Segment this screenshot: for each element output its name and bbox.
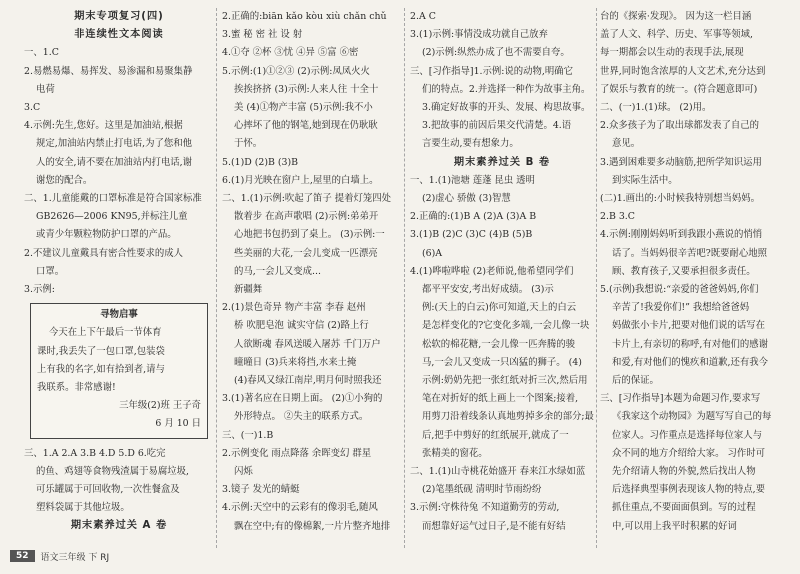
- answer-line: 3.C: [24, 102, 41, 114]
- answer-line: [24, 536, 214, 538]
- answer-line: 笔在对折好的纸上画上一个图案;接着,: [422, 393, 579, 405]
- answer-line: 卡片上,有亲切的称呼,有对他们的感谢: [612, 338, 768, 350]
- column-divider: [404, 8, 405, 548]
- answer-line: [222, 172, 400, 190]
- answer-line: 抓住重点,不要面面俱到。写的过程: [612, 502, 756, 514]
- answer-line: 妈做张小卡片,把要对他们说的话写在: [612, 320, 765, 332]
- notice-line: 我联系。非常感谢!: [37, 382, 116, 394]
- answer-line: 美 (4)①物产丰富 (5)示例:我不小: [234, 102, 373, 114]
- answer-line: 3.(1)著名应在日期上面。 (2)①小狗的: [222, 393, 383, 405]
- notice-line: 课时,我丢失了一包口罩,包装袋: [37, 345, 165, 357]
- answer-line: 4.示例:天空中的云彩有的像羽毛,随风: [222, 502, 378, 514]
- answer-column-4: [600, 8, 784, 538]
- answer-line: 2.众多孩子为了取出球都发表了自己的: [600, 120, 759, 132]
- answer-line: 后选择典型事例表现该人物的特点,要: [612, 484, 765, 496]
- answer-line: (4)春风又绿江南岸,明月何时照我还: [234, 375, 382, 387]
- answer-line: 台的《探索·发现》。 因为这一栏目涵: [600, 11, 752, 22]
- answer-line: 规定,加油站内禁止打电话,为了您和他: [36, 138, 192, 150]
- answer-line: 二、1.(1)示例:吹起了笛子 提着灯笼四处: [222, 193, 391, 205]
- answer-line: 5.(1)D (2)B (3)B: [222, 156, 299, 168]
- answer-line: 三、1.A 2.A 3.B 4.D 5.D 6.吃完: [24, 447, 166, 459]
- answer-line: 中,可以用上我平时积累的好词: [612, 520, 737, 532]
- answer-part: 6.(1)月光映在: [222, 174, 282, 186]
- answer-line: 2.正确的:biān kǎo kòu xiù chǎn chǔ: [222, 11, 387, 22]
- page-footer: [10, 548, 109, 564]
- answer-line: 4.示例:先生,您好。这里是加油站,根据: [24, 120, 183, 132]
- answer-line: 闪烁: [234, 466, 253, 478]
- notice-line: 上有我的名字,如有拾到者,请与: [37, 363, 165, 375]
- answer-line: 用剪刀沿着线条认真地剪掉多余的部分;最: [422, 411, 594, 423]
- answer-line: 2.A C: [410, 11, 436, 22]
- answer-line: 于怀。: [234, 138, 263, 150]
- answer-line: 口罩。: [36, 265, 65, 277]
- answer-line: 3.(1)示例:事情没成功就自己放弃: [410, 29, 548, 41]
- book-label: 语文三年级 下 RJ: [40, 552, 110, 563]
- answer-line: 4.(1)哗啦哗啦 (2)老师说,他希望同学们: [410, 265, 574, 277]
- answer-line: 4.①夺 ②杯 ③忧 ④异 ⑤富 ⑥密: [222, 47, 359, 59]
- column-divider: [216, 8, 217, 548]
- answer-line: 是怎样变化的?它变化多端,一会儿像一块: [422, 320, 590, 332]
- answer-line: 一、1.C: [24, 47, 59, 59]
- answer-line: 挨挨挤挤 (3)示例:人来人往 十全十: [234, 83, 379, 95]
- section-subtitle: 非连续性文本阅读: [74, 29, 164, 41]
- answer-line: 众不同的地方介绍给大家。 习作时可: [612, 447, 765, 459]
- column-divider: [596, 8, 597, 548]
- answer-line: 曈曈日 (3)兵来将挡,水来土掩: [234, 356, 357, 368]
- answer-line: 世界,同时饱含浓厚的人文艺术,充分达到: [600, 65, 766, 77]
- answer-line: 的鱼、鸡翅等食物残渣属于易腐垃圾,: [36, 465, 189, 477]
- answer-line: 例:(天上的白云)你可知道,天上的白云: [422, 302, 577, 314]
- answer-line: 人欲断魂 春风送暖入屠苏 千门万户: [234, 338, 381, 350]
- answer-line: 先介绍请人物的外貌,然后找出人物: [612, 466, 756, 478]
- answer-line: 后的保证。: [612, 375, 659, 387]
- answer-line: 3.蜜 秘 密 社 设 射: [222, 29, 303, 41]
- answer-line: 二、1.儿童能戴的口罩标准是符合国家标准: [24, 193, 202, 205]
- answer-line: 电荷: [36, 83, 55, 95]
- answer-line: 人的安全,请不要在加油站内打电话,谢: [36, 156, 192, 168]
- notice-signature: 三年级(2)班 王子奇: [119, 400, 201, 412]
- answer-line: 可乐罐属于可回收物,一次性餐盒及: [36, 484, 180, 496]
- answer-line: 言要生动,要有想象力。: [422, 138, 519, 150]
- answer-line: 心地把书包扔到了桌上。 (3)示例:一: [234, 229, 385, 241]
- answer-line: 4.示例:刚刚妈妈听到我跟小燕说的悄悄: [600, 229, 763, 241]
- answer-line: 话了。当妈妈很辛苦吧?既要耐心地照: [612, 247, 768, 259]
- answer-line: 3.把故事的前因后果交代清楚。4.语: [422, 120, 572, 132]
- answer-line: 了娱乐与教育的统一。(符合题意即可): [600, 83, 758, 95]
- answer-line: 5.(示例)我想说:“亲爱的爸爸妈妈,你们: [600, 284, 759, 296]
- section-title: 期末素养过关 B 卷: [453, 156, 551, 168]
- answer-line: [410, 536, 594, 538]
- answer-line: 3.确定好故事的开头、发展、构思故事。: [422, 102, 591, 114]
- answer-line: 意见。: [612, 138, 641, 150]
- answer-column-3: [410, 8, 594, 538]
- section-title: 期末素养过关 A 卷: [70, 520, 168, 532]
- answer-line: 2.易燃易爆、易挥发、易渗漏和易聚集静: [24, 65, 193, 77]
- answer-line: 盖了人文、科学、历史、军事等领域,: [600, 29, 753, 41]
- answer-line: (二)1.画出的:小时候我特别想当妈妈。: [600, 193, 761, 205]
- answer-line: 们的特点。2.并选择一种作为故事主角。: [422, 83, 591, 95]
- answer-column-1: [24, 8, 214, 538]
- answer-line: 2.(1)景色奇异 物产丰富 李春 赵州: [222, 302, 366, 314]
- answer-line: 外形特点。 ②失主的联系方式。: [234, 411, 369, 423]
- answer-line: 到实际生活中。: [612, 174, 678, 186]
- answer-line: 和爱,有对他们的愧疚和道歉,还有我今: [612, 356, 768, 368]
- answer-line: 新疆舞: [234, 284, 263, 296]
- answer-line: (6)A: [422, 247, 443, 259]
- answer-line: 3.示例:: [24, 284, 55, 296]
- answer-line: 二、1.(1)山寺桃花始盛开 春来江水绿如蓝: [410, 466, 586, 478]
- answer-line: GB2626—2006 KN95,并标注儿童: [36, 211, 188, 223]
- answer-column-2: [222, 8, 400, 538]
- answer-line: (2)笔墨纸砚 清明时节雨纷纷: [422, 484, 542, 496]
- answer-line: (2)虚心 骄傲 (3)智慧: [422, 193, 511, 205]
- answer-line: 谢您的配合。: [36, 174, 93, 186]
- answer-line: 一、1.(1)池塘 莲蓬 昆虫 透明: [410, 174, 535, 186]
- answer-line: 塑料袋属于其他垃圾。: [36, 502, 130, 514]
- answer-line: 散着步 在高声歌唱 (2)示例:弟弟开: [234, 211, 379, 223]
- answer-part: 窗户上,屋里的白墙上。: [281, 174, 379, 186]
- notice-line: 今天在上下午最后一节体育: [49, 327, 162, 339]
- answer-line: 三、[习作指导]本题为命题习作,要求写: [600, 393, 761, 405]
- answer-line: 每一期都会以生动的表现手法,展现: [600, 47, 744, 59]
- answer-line: 顾、教育孩子,又要承担很多责任。: [612, 265, 756, 277]
- answer-line: 的马,一会儿又变成...: [234, 265, 321, 277]
- answer-line: 3.示例:守株待兔 不知道勤劳的劳动,: [410, 502, 560, 514]
- answer-line: 2.示例变化 雨点降落 余晖变幻 群星: [222, 447, 372, 459]
- lost-item-notice: [30, 303, 208, 438]
- answer-line: 张精美的窗花。: [422, 447, 488, 459]
- answer-line: 二、(一)1.(1)球。 (2)用。: [600, 102, 712, 114]
- page-number: 52: [10, 550, 35, 562]
- answer-line: 都平平安安,考出好成绩。 (3)示: [422, 284, 554, 296]
- answer-line: 2.正确的:(1)B A (2)A (3)A B: [410, 211, 537, 223]
- answer-line: 桥 吹肥皂泡 诚实守信 (2)路上行: [234, 320, 369, 332]
- answer-line: (2)示例:纵然办成了也不需要自夸。: [422, 47, 570, 59]
- answer-line: 辛苦了!我爱你们!” 我想给爸爸妈: [612, 302, 750, 314]
- notice-title: 寻物启事: [100, 309, 138, 321]
- answer-line: 或青少年颗粒物防护口罩的产品。: [36, 229, 177, 241]
- answer-line: 3.镜子 发光的蜻蜓: [222, 484, 300, 496]
- answer-line: 些美丽的大花,一会儿变成一匹漂亮: [234, 247, 378, 259]
- answer-line: 三、[习作指导]1.示例:说的动物,明确它: [410, 65, 574, 77]
- answer-line: 5.示例:(1)①②③ (2)示例:凤凤火火: [222, 65, 370, 77]
- answer-line: 马,一会儿又变成一只凶猛的狮子。 (4): [422, 356, 582, 368]
- answer-line: 示例:奶奶先把一张红纸对折三次,然后用: [422, 375, 588, 387]
- answer-line: 位家人。习作重点是选择每位家人与: [612, 429, 763, 441]
- answer-line: 心摔坏了他的钢笔,她到现在仍耿耿: [234, 120, 378, 132]
- answer-line: 松软的棉花糖,一会儿像一匹奔腾的骏: [422, 338, 575, 350]
- notice-date: 6 月 10 日: [155, 418, 201, 430]
- answer-line: 而想靠好运气过日子,是不能有好结: [422, 520, 566, 532]
- answer-line: 飘在空中;有的像棉絮,一片片整齐地排: [234, 520, 391, 532]
- answer-line: 2.B 3.C: [600, 211, 635, 223]
- answer-line: 3.遇到困难要多动脑筋,把所学知识运用: [600, 156, 762, 168]
- answer-line: 3.(1)B (2)C (3)C (4)B (5)B: [410, 229, 533, 241]
- answer-line: 三、(一)1.B: [222, 429, 274, 441]
- answer-line: 《我家这个动物园》为题写写自己的每: [612, 411, 772, 423]
- section-title: 期末专项复习(四): [74, 11, 164, 22]
- answer-line: 后,把手中剪好的红纸展开,就成了一: [422, 429, 569, 441]
- answer-line: 2.不建议儿童戴具有密合性要求的成人: [24, 247, 183, 259]
